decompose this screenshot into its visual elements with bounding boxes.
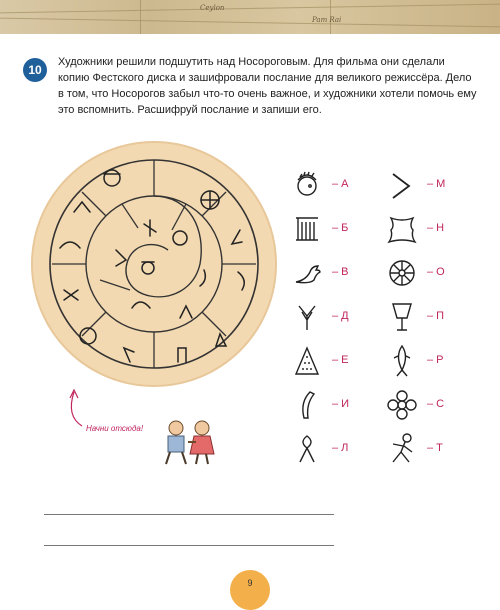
- hide-icon: [385, 212, 419, 246]
- legend-item: [385, 256, 480, 292]
- phaistos-disk: [30, 140, 278, 388]
- legend-letter: – А: [332, 178, 349, 190]
- legend-letter: – С: [427, 398, 445, 410]
- comb-icon: [290, 212, 324, 246]
- horn-icon: [290, 388, 324, 422]
- page-number-badge: [230, 570, 270, 610]
- legend-letter: – Н: [427, 222, 445, 234]
- legend-letter: – В: [332, 266, 349, 278]
- legend-item: [385, 212, 480, 248]
- legend-item: [290, 256, 385, 292]
- reed-icon: [290, 300, 324, 334]
- running-man-icon: [385, 432, 419, 466]
- legend-letter: – Л: [332, 442, 349, 454]
- page-number: 9: [247, 578, 253, 588]
- task-number-badge: 10: [23, 58, 47, 82]
- map-label: Ceylon: [200, 4, 225, 12]
- legend-letter: – Р: [427, 354, 444, 366]
- legend-item: [385, 168, 480, 204]
- map-line: [140, 0, 141, 34]
- legend-item: [290, 168, 385, 204]
- wheel-icon: [385, 256, 419, 290]
- children-illustration: [158, 418, 224, 468]
- legend-item: [290, 300, 385, 336]
- legend-item: [290, 344, 385, 380]
- legend-letter: – И: [332, 398, 350, 410]
- flower-icon: [385, 388, 419, 422]
- legend-item: [385, 432, 480, 468]
- tent-icon: [290, 344, 324, 378]
- ribbon-icon: [290, 432, 324, 466]
- legend-item: [385, 300, 480, 336]
- legend-letter: – Т: [427, 442, 443, 454]
- answer-line[interactable]: [44, 514, 334, 515]
- legend-item: [290, 388, 385, 424]
- legend-letter: – Е: [332, 354, 349, 366]
- map-line: [0, 18, 500, 28]
- legend-letter: – Б: [332, 222, 349, 234]
- map-line: [0, 4, 500, 14]
- cipher-legend: [290, 168, 480, 478]
- legend-item: [385, 344, 480, 380]
- bird-icon: [290, 256, 324, 290]
- legend-letter: – М: [427, 178, 446, 190]
- map-label: Pam Rai: [312, 16, 342, 24]
- legend-letter: – Д: [332, 310, 349, 322]
- legend-item: [290, 212, 385, 248]
- warrior-head-icon: [290, 168, 324, 202]
- legend-letter: – П: [427, 310, 445, 322]
- vessel-icon: [385, 300, 419, 334]
- legend-item: [385, 388, 480, 424]
- fish-icon: [385, 344, 419, 378]
- answer-line[interactable]: [44, 545, 334, 546]
- task-text: Художники решили подшутить над Носороговым. Для фильма они сделали копию Фестского диска и зашифровали послание для великого режиссёра. Дело в том, что Носорогов забыл что-то очень важное, и художники хотели помочь ему это вспомнить. Расшифруй послание и запиши его.: [58, 56, 477, 116]
- angle-icon: [385, 168, 419, 202]
- legend-item: [290, 432, 385, 468]
- map-header-strip: [0, 0, 500, 34]
- start-hint: Начни отсюда!: [86, 424, 144, 433]
- legend-letter: – О: [427, 266, 445, 278]
